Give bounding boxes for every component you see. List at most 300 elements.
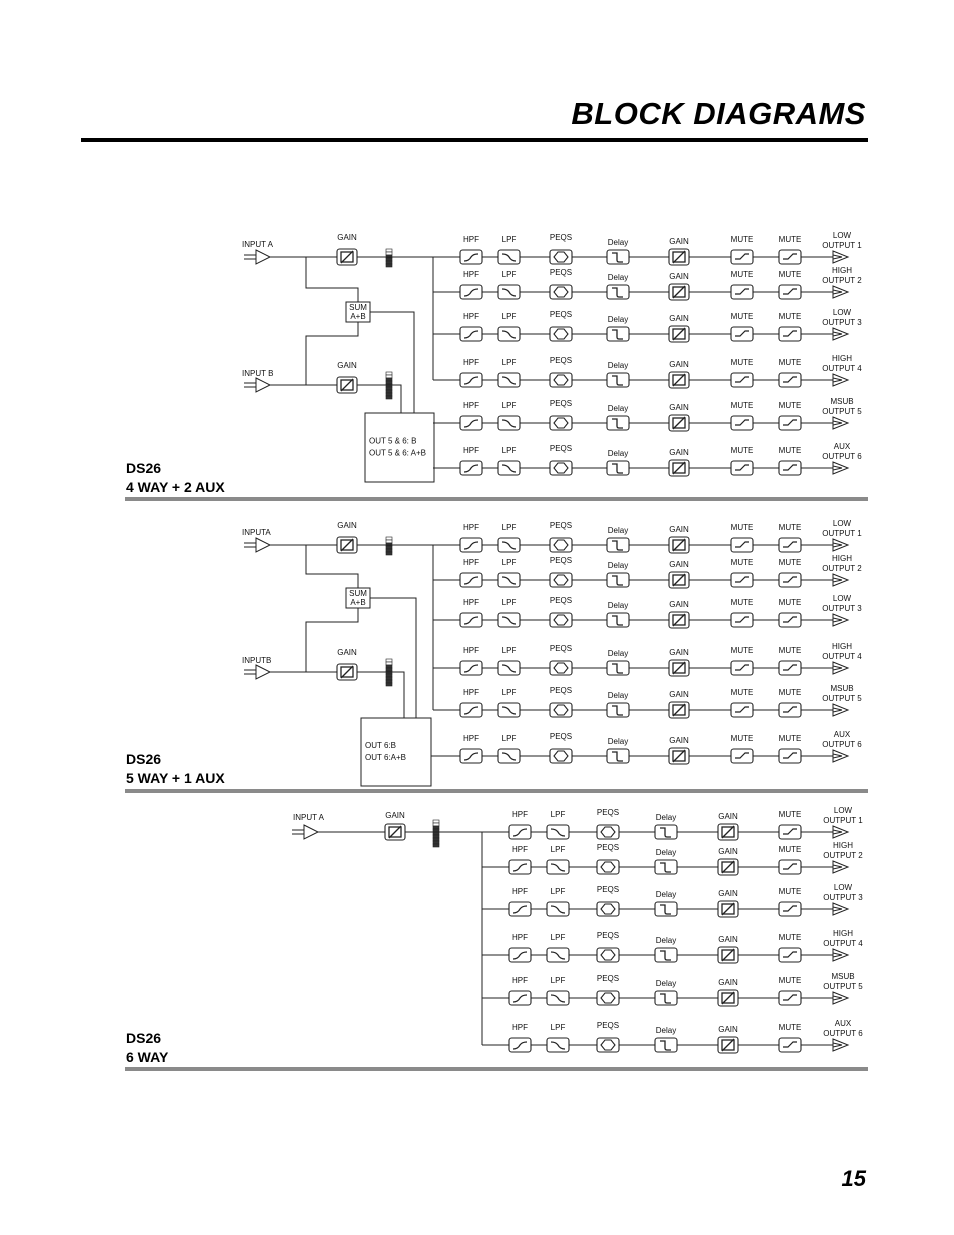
section-label-config: 4 WAY + 2 AUX (126, 479, 225, 495)
output-channel-2 (482, 841, 863, 875)
delay-block (655, 948, 677, 962)
mute-block (731, 461, 753, 475)
output-number-label: OUTPUT 1 (822, 529, 862, 538)
output-channel-4 (433, 354, 862, 388)
output-connector-icon (833, 417, 848, 429)
mute-block (779, 461, 801, 475)
meter-segment (386, 372, 392, 375)
hpf-block (509, 1038, 531, 1052)
lpf-label: LPF (501, 446, 517, 455)
input-a-label: INPUT A (293, 813, 324, 822)
peqs-label: PEQS (549, 521, 573, 530)
delay-block (607, 749, 629, 763)
mute-label: MUTE (730, 688, 754, 697)
delay-block (607, 416, 629, 430)
lpf-label: LPF (501, 558, 517, 567)
gain-label: GAIN (669, 690, 689, 699)
delay-label: Delay (655, 979, 677, 988)
gain-label: GAIN (718, 847, 738, 856)
hpf-block (460, 373, 482, 387)
lpf-block (498, 573, 520, 587)
delay-label: Delay (655, 890, 677, 899)
mute-label: MUTE (730, 401, 754, 410)
delay-label: Delay (655, 1026, 677, 1035)
input-triangle (304, 825, 318, 839)
output-number-label: OUTPUT 1 (823, 816, 863, 825)
mute-block (779, 327, 801, 341)
input-triangle (256, 378, 270, 392)
output-number-label: OUTPUT 3 (822, 318, 862, 327)
output-channel-3 (433, 308, 862, 342)
gain-block (669, 249, 689, 265)
mute-label: MUTE (778, 358, 802, 367)
delay-label: Delay (607, 561, 629, 570)
gain-block (718, 1037, 738, 1053)
lpf-block (498, 373, 520, 387)
output-number-label: OUTPUT 5 (822, 694, 862, 703)
mute-block (779, 703, 801, 717)
meter-segment (386, 390, 392, 393)
lpf-block (498, 461, 520, 475)
aux-routing-block (361, 718, 431, 786)
mute-label: MUTE (730, 646, 754, 655)
output-connector-icon (833, 251, 848, 263)
output-number-label: OUTPUT 4 (822, 652, 862, 661)
output-channel-4 (482, 929, 863, 963)
input-triangle (256, 665, 270, 679)
output-connector-icon (833, 861, 848, 873)
section-1-diagram (242, 231, 862, 482)
meter-segment (386, 381, 392, 384)
output-connector-icon (833, 539, 848, 551)
hpf-block (460, 573, 482, 587)
output-number-label: OUTPUT 2 (822, 564, 862, 573)
section-label-model: DS26 (126, 1030, 162, 1046)
meter-segment (386, 540, 392, 543)
lpf-block (547, 948, 569, 962)
mute-label: MUTE (778, 598, 802, 607)
gain-block (669, 537, 689, 553)
hpf-label: HPF (463, 401, 479, 410)
mute-label: MUTE (778, 270, 802, 279)
output-connector-icon (833, 614, 848, 626)
output-channel-6 (433, 730, 862, 764)
gain-label: GAIN (669, 736, 689, 745)
mute-label: MUTE (778, 401, 802, 410)
input-triangle (256, 250, 270, 264)
output-connector-icon (833, 662, 848, 674)
gain-block (669, 284, 689, 300)
output-connector-icon (833, 903, 848, 915)
mute-label: MUTE (730, 558, 754, 567)
output-name-label: HIGH (832, 642, 852, 651)
input-connector-icon (244, 538, 270, 552)
input-b-label: INPUT B (242, 369, 274, 378)
delay-label: Delay (607, 691, 629, 700)
output-channel-6 (482, 1019, 863, 1053)
delay-label: Delay (655, 936, 677, 945)
mute-label: MUTE (778, 446, 802, 455)
delay-block (607, 661, 629, 675)
output-channel-4 (433, 642, 862, 676)
gain-block (669, 572, 689, 588)
gain-label: GAIN (669, 314, 689, 323)
peqs-label: PEQS (549, 268, 573, 277)
hpf-label: HPF (463, 358, 479, 367)
gain-block (337, 249, 357, 265)
mute-label: MUTE (730, 523, 754, 532)
peqs-block (550, 613, 572, 627)
gain-block (669, 326, 689, 342)
mute-label: MUTE (778, 558, 802, 567)
meter-segment (433, 838, 439, 841)
level-meter (386, 537, 392, 555)
lpf-label: LPF (550, 976, 566, 985)
input-connector-icon (244, 378, 270, 392)
mute-label: MUTE (778, 646, 802, 655)
gain-label: GAIN (669, 272, 689, 281)
mute-label: MUTE (778, 688, 802, 697)
hpf-label: HPF (463, 598, 479, 607)
hpf-block (460, 461, 482, 475)
input-a-gain-label: GAIN (337, 521, 357, 530)
peqs-block (597, 991, 619, 1005)
mute-label: MUTE (730, 598, 754, 607)
peqs-label: PEQS (549, 233, 573, 242)
meter-segment (433, 826, 439, 829)
meter-segment (433, 820, 439, 823)
hpf-block (509, 825, 531, 839)
meter-segment (386, 549, 392, 552)
level-meter (386, 249, 392, 267)
output-name-label: HIGH (832, 266, 852, 275)
output-name-label: HIGH (832, 554, 852, 563)
input-a-gain-label: GAIN (385, 811, 405, 820)
input-b-to-sum-line (306, 322, 358, 385)
lpf-label: LPF (550, 887, 566, 896)
peqs-label: PEQS (596, 931, 620, 940)
output-connector-icon (833, 1039, 848, 1051)
delay-label: Delay (607, 737, 629, 746)
input-b-label: INPUTB (242, 656, 272, 665)
output-connector-icon (833, 949, 848, 961)
output-number-label: OUTPUT 5 (823, 982, 863, 991)
input-b-to-routing-line (357, 385, 401, 413)
page-title: BLOCK DIAGRAMS (571, 96, 866, 131)
lpf-block (498, 613, 520, 627)
meter-segment (386, 552, 392, 555)
meter-segment (433, 835, 439, 838)
delay-block (655, 860, 677, 874)
hpf-label: HPF (463, 523, 479, 532)
sum-to-routing-line (370, 598, 416, 718)
hpf-block (460, 613, 482, 627)
sum-block (346, 302, 370, 322)
hpf-label: HPF (512, 976, 528, 985)
mute-label: MUTE (778, 1023, 802, 1032)
lpf-label: LPF (501, 734, 517, 743)
gain-label: GAIN (718, 1025, 738, 1034)
gain-label: GAIN (669, 403, 689, 412)
peqs-block (550, 538, 572, 552)
output-connector-icon (833, 750, 848, 762)
sum-block (346, 588, 370, 608)
sum-label-ab: A+B (350, 312, 366, 321)
section-2-diagram (242, 519, 862, 786)
mute-block (779, 416, 801, 430)
gain-block (669, 612, 689, 628)
mute-label: MUTE (778, 887, 802, 896)
peqs-block (597, 1038, 619, 1052)
lpf-block (547, 860, 569, 874)
hpf-label: HPF (512, 845, 528, 854)
input-a-label: INPUT A (242, 240, 273, 249)
mute-block (779, 661, 801, 675)
meter-segment (386, 249, 392, 252)
hpf-block (460, 538, 482, 552)
peqs-label: PEQS (596, 808, 620, 817)
peqs-label: PEQS (596, 974, 620, 983)
peqs-block (550, 373, 572, 387)
lpf-label: LPF (501, 312, 517, 321)
sum-label: SUM (349, 303, 367, 312)
hpf-block (460, 749, 482, 763)
input-triangle (256, 538, 270, 552)
delay-label: Delay (607, 649, 629, 658)
lpf-block (547, 825, 569, 839)
section-label-config: 6 WAY (126, 1049, 169, 1065)
meter-segment (433, 844, 439, 847)
delay-label: Delay (607, 404, 629, 413)
delay-label: Delay (607, 449, 629, 458)
delay-block (607, 573, 629, 587)
hpf-block (509, 948, 531, 962)
gain-block (669, 702, 689, 718)
output-name-label: HIGH (832, 354, 852, 363)
gain-label: GAIN (669, 237, 689, 246)
meter-segment (386, 662, 392, 665)
meter-segment (386, 264, 392, 267)
output-connector-icon (833, 704, 848, 716)
peqs-label: PEQS (549, 444, 573, 453)
lpf-block (547, 991, 569, 1005)
peqs-block (550, 416, 572, 430)
gain-label: GAIN (669, 448, 689, 457)
output-name-label: MSUB (830, 684, 854, 693)
peqs-label: PEQS (549, 556, 573, 565)
delay-label: Delay (607, 315, 629, 324)
hpf-block (460, 661, 482, 675)
meter-segment (386, 546, 392, 549)
mute-block (779, 1038, 801, 1052)
gain-block (337, 377, 357, 393)
mute-block (779, 860, 801, 874)
lpf-label: LPF (550, 1023, 566, 1032)
peqs-label: PEQS (549, 399, 573, 408)
lpf-label: LPF (501, 401, 517, 410)
mute-block (779, 538, 801, 552)
hpf-label: HPF (463, 688, 479, 697)
gain-block (718, 901, 738, 917)
meter-segment (386, 258, 392, 261)
lpf-block (498, 327, 520, 341)
output-name-label: AUX (833, 442, 851, 451)
meter-segment (433, 841, 439, 844)
aux-routing-block (365, 413, 434, 482)
output-number-label: OUTPUT 6 (822, 740, 862, 749)
gain-block (669, 660, 689, 676)
hpf-label: HPF (463, 235, 479, 244)
gain-label: GAIN (669, 525, 689, 534)
gain-block (385, 824, 405, 840)
delay-block (607, 250, 629, 264)
gain-label: GAIN (669, 360, 689, 369)
lpf-block (498, 703, 520, 717)
peqs-label: PEQS (596, 843, 620, 852)
hpf-label: HPF (512, 810, 528, 819)
peqs-block (597, 948, 619, 962)
routing-frame (361, 718, 431, 786)
meter-segment (386, 668, 392, 671)
output-channel-1 (482, 806, 863, 840)
delay-block (607, 613, 629, 627)
mute-label: MUTE (778, 845, 802, 854)
peqs-label: PEQS (549, 686, 573, 695)
delay-label: Delay (655, 813, 677, 822)
output-number-label: OUTPUT 2 (823, 851, 863, 860)
gain-block (718, 990, 738, 1006)
routing-label-1: OUT 6:B (365, 741, 396, 750)
delay-block (607, 538, 629, 552)
hpf-block (509, 902, 531, 916)
delay-block (655, 1038, 677, 1052)
mute-label: MUTE (730, 235, 754, 244)
mute-block (731, 327, 753, 341)
output-number-label: OUTPUT 2 (822, 276, 862, 285)
hpf-block (460, 703, 482, 717)
page-number: 15 (841, 1166, 866, 1191)
meter-segment (386, 396, 392, 399)
output-channel-3 (433, 594, 862, 628)
routing-label-1: OUT 5 & 6: B (369, 436, 417, 446)
output-channel-2 (433, 554, 862, 588)
peqs-label: PEQS (549, 310, 573, 319)
section-3-diagram (292, 806, 863, 1053)
hpf-label: HPF (463, 646, 479, 655)
output-name-label: LOW (833, 806, 853, 815)
input-connector-icon (244, 250, 270, 264)
gain-label: GAIN (718, 812, 738, 821)
meter-segment (386, 261, 392, 264)
level-meter (433, 820, 439, 847)
peqs-block (550, 573, 572, 587)
mute-block (779, 573, 801, 587)
delay-block (655, 902, 677, 916)
output-channel-6 (433, 442, 862, 476)
mute-label: MUTE (778, 235, 802, 244)
mute-label: MUTE (778, 976, 802, 985)
mute-label: MUTE (778, 734, 802, 743)
meter-segment (386, 683, 392, 686)
delay-label: Delay (607, 526, 629, 535)
gain-block (669, 415, 689, 431)
sum-label-ab: A+B (350, 598, 366, 607)
output-name-label: LOW (832, 519, 852, 528)
gain-label: GAIN (718, 889, 738, 898)
output-channel-5 (433, 397, 862, 431)
delay-block (607, 327, 629, 341)
lpf-block (498, 285, 520, 299)
output-name-label: AUX (834, 1019, 852, 1028)
meter-segment (386, 674, 392, 677)
meter-segment (386, 659, 392, 662)
mute-block (779, 373, 801, 387)
lpf-label: LPF (501, 523, 517, 532)
delay-block (607, 373, 629, 387)
mute-block (779, 902, 801, 916)
input-b-to-routing-line (357, 672, 404, 718)
hpf-label: HPF (512, 933, 528, 942)
hpf-block (460, 327, 482, 341)
peqs-label: PEQS (549, 732, 573, 741)
gain-label: GAIN (669, 600, 689, 609)
lpf-label: LPF (550, 845, 566, 854)
meter-segment (386, 677, 392, 680)
lpf-block (547, 902, 569, 916)
lpf-label: LPF (501, 646, 517, 655)
output-channel-1 (433, 231, 862, 265)
delay-label: Delay (655, 848, 677, 857)
delay-label: Delay (607, 361, 629, 370)
output-channel-5 (482, 972, 863, 1006)
output-connector-icon (833, 574, 848, 586)
peqs-label: PEQS (549, 596, 573, 605)
mute-block (731, 613, 753, 627)
output-name-label: HIGH (833, 929, 853, 938)
mute-block (731, 416, 753, 430)
output-name-label: MSUB (830, 397, 854, 406)
peqs-label: PEQS (596, 1021, 620, 1030)
mute-label: MUTE (778, 933, 802, 942)
peqs-block (597, 860, 619, 874)
lpf-block (498, 416, 520, 430)
input-connector-icon (292, 825, 318, 839)
peqs-block (550, 749, 572, 763)
meter-segment (386, 252, 392, 255)
hpf-label: HPF (512, 1023, 528, 1032)
mute-block (779, 991, 801, 1005)
gain-label: GAIN (718, 978, 738, 987)
delay-block (607, 285, 629, 299)
input-connector-icon (244, 665, 270, 679)
output-connector-icon (833, 328, 848, 340)
meter-segment (386, 680, 392, 683)
output-channel-5 (433, 684, 862, 718)
mute-block (731, 573, 753, 587)
peqs-block (550, 703, 572, 717)
gain-label: GAIN (718, 935, 738, 944)
output-number-label: OUTPUT 3 (823, 893, 863, 902)
output-channel-2 (433, 266, 862, 300)
mute-label: MUTE (730, 446, 754, 455)
input-a-gain-label: GAIN (337, 233, 357, 242)
mute-block (779, 285, 801, 299)
hpf-label: HPF (463, 734, 479, 743)
lpf-label: LPF (550, 810, 566, 819)
mute-block (731, 250, 753, 264)
output-connector-icon (833, 374, 848, 386)
input-b-to-sum-line (306, 608, 358, 672)
